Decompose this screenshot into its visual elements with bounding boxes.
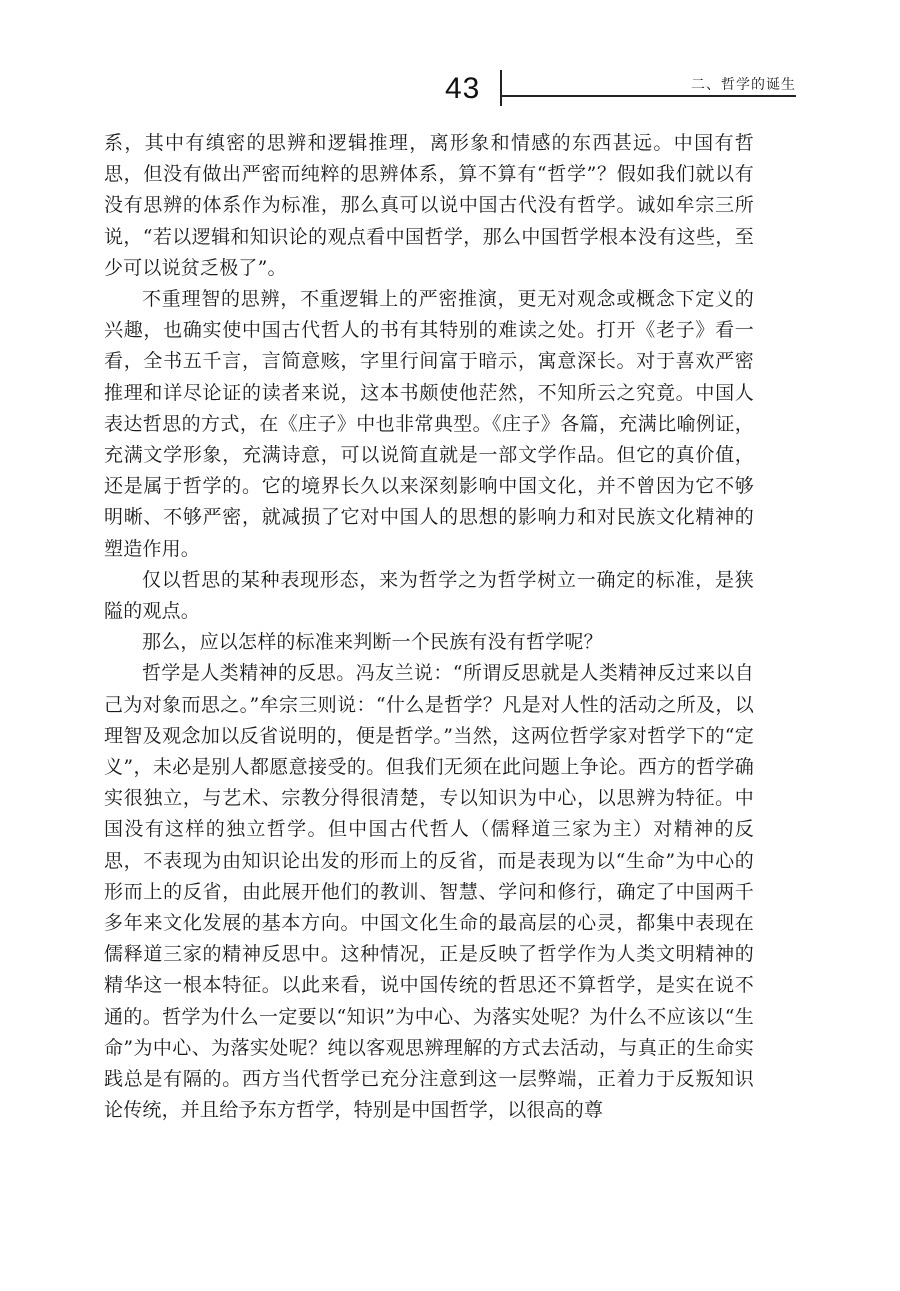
header-horizontal-rule	[500, 95, 796, 97]
paragraph: 哲学是人类精神的反思。冯友兰说：“所谓反思就是人类精神反过来以自己为对象而思之。”牟宗三则说：“什么是哲学？凡是对人性的活动之所及，以理智及观念加以反省说明的，便是哲学。”当然，这两位哲学家对哲学下的“定义”，未必是别人都愿意接受的。但我们无须在此问题上争论。西方的哲学确实很独立，与艺术、宗教分得很清楚，专以知识为中心，以思辨为特征。中国没有这样的独立哲学。但中国古代哲人（儒释道三家为主）对精神的反思，不表现为由知识论出发的形而上的反省，而是表现为以“生命”为中心的形而上的反省，由此展开他们的教训、智慧、学问和修行，确定了中国两千多年来文化发展的基本方向。中国文化生命的最高层的心灵，都集中表现在儒释道三家的精神反思中。这种情况，正是反映了哲学作为人类文明精神的精华这一根本特征。以此来看，说中国传统的哲思还不算哲学，是实在说不通的。哲学为什么一定要以“知识”为中心、为落实处呢？为什么不应该以“生命”为中心、为落实处呢？纯以客观思辨理解的方式去活动，与真正的生命实践总是有隔的。西方当代哲学已充分注意到这一层弊端，正着力于反叛知识论传统，并且给予东方哲学，特别是中国哲学，以很高的尊	[104, 662, 754, 1122]
body-text	[104, 128, 754, 1127]
paragraph: 仅以哲思的某种表现形态，来为哲学之为哲学树立一确定的标准，是狭隘的观点。	[104, 568, 754, 623]
paragraph: 那么，应以怎样的标准来判断一个民族有没有哲学呢？	[142, 631, 603, 654]
running-head: 二、哲学的诞生	[691, 77, 796, 93]
paragraph: 不重理智的思辨，不重逻辑上的严密推演，更无对观念或概念下定义的兴趣，也确实使中国古代哲人的书有其特别的难读之处。打开《老子》看一看，全书五千言，言简意赅，字里行间富于暗示，寓意深长。对于喜欢严密推理和详尽论证的读者来说，这本书颇使他茫然，不知所云之究竟。中国人表达哲思的方式，在《庄子》中也非常典型。《庄子》各篇，充满比喻例证，充满文学形象，充满诗意，可以说简直就是一部文学作品。但它的真价值，还是属于哲学的。它的境界长久以来深刻影响中国文化，并不曾因为它不够明晰、不够严密，就减损了它对中国人的思想的影响力和对民族文化精神的塑造作用。	[104, 288, 754, 560]
page-number: 43	[445, 72, 481, 105]
header-vertical-rule	[500, 70, 502, 106]
paragraph-continued: 系，其中有缜密的思辨和逻辑推理，离形象和情感的东西甚远。中国有哲思，但没有做出严密而纯粹的思辨体系，算不算有“哲学”？假如我们就以有没有思辨的体系作为标准，那么真可以说中国古代没有哲学。诚如牟宗三所说，“若以逻辑和知识论的观点看中国哲学，那么中国哲学根本没有这些，至少可以说贫乏极了”。	[104, 132, 754, 279]
